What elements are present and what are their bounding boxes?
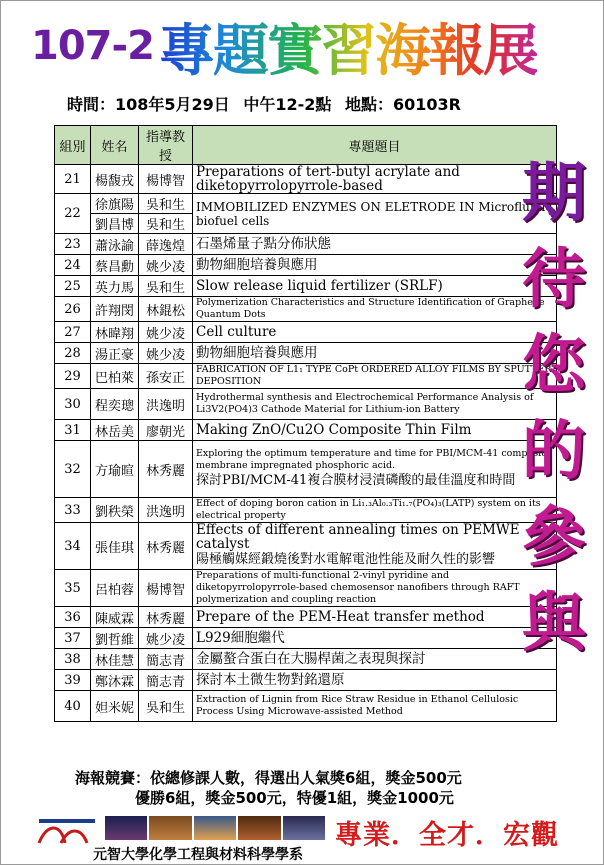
student-cell: 張佳琪 [91, 523, 139, 570]
student-cell: 巴柏萊 [91, 364, 139, 389]
topic-text: L929細胞繼代 [196, 630, 285, 646]
student-cell: 林佳慧 [91, 649, 139, 670]
advisor-cell: 姚少凌 [139, 343, 193, 364]
header-topic: 專題題目 [193, 126, 557, 165]
student-cell: 劉秩榮 [91, 498, 139, 523]
photo-strip [105, 816, 327, 840]
event-place: 地點：60103R [345, 95, 462, 114]
event-period: 中午12-2點 [243, 95, 332, 114]
table-row [55, 649, 557, 670]
student-cell: 妲米妮 [91, 691, 139, 722]
table-row [55, 570, 557, 607]
advisor-cell: 姚少凌 [139, 628, 193, 649]
topic-cell [193, 297, 557, 322]
topic-text-zh: 陽極觸媒經鍛燒後對水電解電池性能及耐久性的影響 [196, 552, 496, 567]
topic-text: Hydrothermal synthesis and Electrochemical Performance Analysis of Li3V2(PO4)3 Cathode Material for Lithium-ion Battery [196, 392, 534, 415]
prize-info [75, 768, 462, 808]
table-row [55, 607, 557, 628]
topic-cell [193, 276, 557, 297]
student-cell: 蕭泳諭 [91, 234, 139, 255]
advisor-cell: 洪逸明 [139, 498, 193, 523]
topic-text: Slow release liquid fertilizer (SRLF) [196, 278, 443, 294]
student-cell: 湯正豪 [91, 343, 139, 364]
side-character: 期 [522, 157, 586, 231]
group-cell: 39 [55, 670, 91, 691]
table-row [55, 343, 557, 364]
group-cell: 40 [55, 691, 91, 722]
advisor-cell: 姚少凌 [139, 255, 193, 276]
side-character: 待 [522, 243, 586, 317]
group-cell: 38 [55, 649, 91, 670]
topic-text: Making ZnO/Cu2O Composite Thin Film [196, 422, 472, 438]
side-character: 的 [522, 415, 586, 489]
topic-text: 動物細胞培養與應用 [196, 345, 318, 361]
topic-text: FABRICATION OF L1₁ TYPE CoPt ORDERED ALLOY FILMS BY SPUTTER DEPOSITION [196, 364, 552, 387]
side-character: 您 [522, 329, 586, 403]
topic-text: Prepare of the PEM-Heat transfer method [196, 609, 485, 625]
topic-text: Effect of doping boron cation in Li₁.₃Al₀.₃Ti₁.₇(PO₄)₃(LATP) system on its electrical property [196, 498, 541, 521]
advisor-cell: 簡志青 [139, 649, 193, 670]
topic-cell [193, 691, 557, 722]
topic-cell [193, 234, 557, 255]
student-cell: 劉昌博 [91, 214, 139, 234]
topic-cell [193, 255, 557, 276]
topic-text: 金屬螯合蛋白在大腸桿菌之表現與探討 [196, 651, 426, 667]
student-cell: 劉哲維 [91, 628, 139, 649]
table-row [55, 255, 557, 276]
student-cell: 許翔閔 [91, 297, 139, 322]
table-row [55, 297, 557, 322]
topic-text: 探討本土微生物對銘還原 [196, 672, 345, 688]
topic-text-zh: 探討PBI/MCM-41複合膜材浸漬磷酸的最佳溫度和時間 [196, 473, 516, 488]
group-cell: 29 [55, 364, 91, 389]
topic-text: Cell culture [196, 324, 277, 340]
topic-text: Polymerization Characteristics and Structure Identification of Graphene Quantum Dots [196, 297, 545, 320]
table-row [55, 165, 557, 194]
footer-slogan: 專業．全才．宏觀 [335, 820, 559, 851]
topic-cell [193, 670, 557, 691]
advisor-cell: 林秀麗 [139, 523, 193, 570]
topic-cell [193, 607, 557, 628]
student-cell: 程奕璁 [91, 389, 139, 420]
group-cell: 28 [55, 343, 91, 364]
group-cell: 32 [55, 441, 91, 498]
photo-5 [283, 816, 325, 840]
table-row [55, 628, 557, 649]
event-time: 時間：108年5月29日 [67, 95, 230, 114]
topic-cell [193, 649, 557, 670]
group-cell: 22 [55, 194, 91, 234]
topic-cell [193, 343, 557, 364]
group-cell: 30 [55, 389, 91, 420]
university-logo [35, 813, 99, 853]
advisor-cell: 楊博智 [139, 165, 193, 194]
advisor-cell: 林錕松 [139, 297, 193, 322]
topic-cell [193, 498, 557, 523]
table-row [55, 670, 557, 691]
advisor-cell: 吳和生 [139, 214, 193, 234]
topic-cell [193, 570, 557, 607]
table-header-row [55, 126, 557, 165]
group-cell: 35 [55, 570, 91, 607]
prize-line-1: 海報競賽：依總修課人數，得選出人氣獎6組，獎金500元 [75, 769, 462, 787]
topic-cell [193, 420, 557, 441]
photo-3 [194, 816, 236, 840]
table-row [55, 364, 557, 389]
group-cell: 37 [55, 628, 91, 649]
advisor-cell: 簡志青 [139, 670, 193, 691]
topic-text: Exploring the optimum temperature and time for PBI/MCM-41 composite membrane impregnated phosphoric acid. [196, 448, 551, 471]
group-cell: 27 [55, 322, 91, 343]
group-cell: 31 [55, 420, 91, 441]
topic-cell [193, 165, 557, 194]
advisor-cell: 吳和生 [139, 276, 193, 297]
topic-cell [193, 322, 557, 343]
student-cell: 鄭沐霖 [91, 670, 139, 691]
table-row [55, 234, 557, 255]
side-character: 參 [522, 501, 586, 575]
photo-1 [105, 816, 147, 840]
student-cell: 陳威霖 [91, 607, 139, 628]
student-cell: 英力馬 [91, 276, 139, 297]
topic-text: Extraction of Lignin from Rice Straw Residue in Ethanol Cellulosic Process Using Microwave-assisted Method [196, 694, 519, 717]
group-cell: 21 [55, 165, 91, 194]
advisor-cell: 林秀麗 [139, 441, 193, 498]
group-cell: 24 [55, 255, 91, 276]
advisor-cell: 孫安正 [139, 364, 193, 389]
table-row [55, 322, 557, 343]
student-cell: 蔡昌勳 [91, 255, 139, 276]
table-row [55, 420, 557, 441]
advisor-cell: 楊博智 [139, 570, 193, 607]
topic-text: Preparations of tert-butyl acrylate and diketopyrrolopyrrole-based [196, 164, 460, 194]
header-group: 組別 [55, 126, 91, 165]
student-cell: 林暐翔 [91, 322, 139, 343]
advisor-cell: 林秀麗 [139, 607, 193, 628]
side-character: 與 [522, 587, 586, 661]
title-number: 107-2 [31, 23, 154, 69]
topic-cell [193, 389, 557, 420]
group-cell: 23 [55, 234, 91, 255]
topic-cell [193, 523, 557, 570]
advisor-cell: 吳和生 [139, 691, 193, 722]
header-advisor: 指導教授 [139, 126, 193, 165]
table-row [55, 441, 557, 498]
topic-text: Effects of different annealing times on PEMWE catalyst [196, 522, 520, 552]
student-cell: 楊馥戎 [91, 165, 139, 194]
table-row [55, 276, 557, 297]
student-cell: 呂柏蓉 [91, 570, 139, 607]
header-name: 姓名 [91, 126, 139, 165]
advisor-cell: 吳和生 [139, 194, 193, 214]
photo-4 [238, 816, 280, 840]
topic-cell [193, 441, 557, 498]
group-cell: 25 [55, 276, 91, 297]
department-name: 元智大學化學工程與材料科學學系 [93, 847, 303, 863]
group-cell: 34 [55, 523, 91, 570]
side-slogan [511, 151, 597, 681]
topic-text: 石墨烯量子點分佈狀態 [196, 236, 331, 252]
advisor-cell: 薛逸煌 [139, 234, 193, 255]
student-cell: 徐旗陽 [91, 194, 139, 214]
group-cell: 33 [55, 498, 91, 523]
prize-line-2: 優勝6組，獎金500元，特優1組，獎金1000元 [135, 789, 454, 807]
group-cell: 26 [55, 297, 91, 322]
advisor-cell: 洪逸明 [139, 389, 193, 420]
table-row [55, 523, 557, 570]
advisor-cell: 姚少凌 [139, 322, 193, 343]
table-row [55, 691, 557, 722]
table-row [55, 498, 557, 523]
student-cell: 方瑜暄 [91, 441, 139, 498]
schedule-table [54, 125, 557, 722]
photo-2 [149, 816, 191, 840]
topic-text: Preparations of multi-functional 2-vinyl pyridine and diketopyrrolopyrrole-based chemosensor nanofibers through RAFT polymerization and coupling reaction [196, 570, 520, 605]
student-cell: 林岳美 [91, 420, 139, 441]
table-row [55, 389, 557, 420]
topic-cell [193, 364, 557, 389]
event-info [67, 92, 469, 115]
poster-title [31, 7, 591, 85]
topic-text: 動物細胞培養與應用 [196, 257, 318, 273]
group-cell: 36 [55, 607, 91, 628]
topic-cell [193, 628, 557, 649]
advisor-cell: 廖朝光 [139, 420, 193, 441]
topic-cell: IMMOBILIZED ENZYMES ON ELETRODE IN Microfluidic biofuel cells [193, 194, 557, 234]
table-row [55, 194, 557, 214]
title-text: 專題實習海報展 [159, 7, 537, 87]
